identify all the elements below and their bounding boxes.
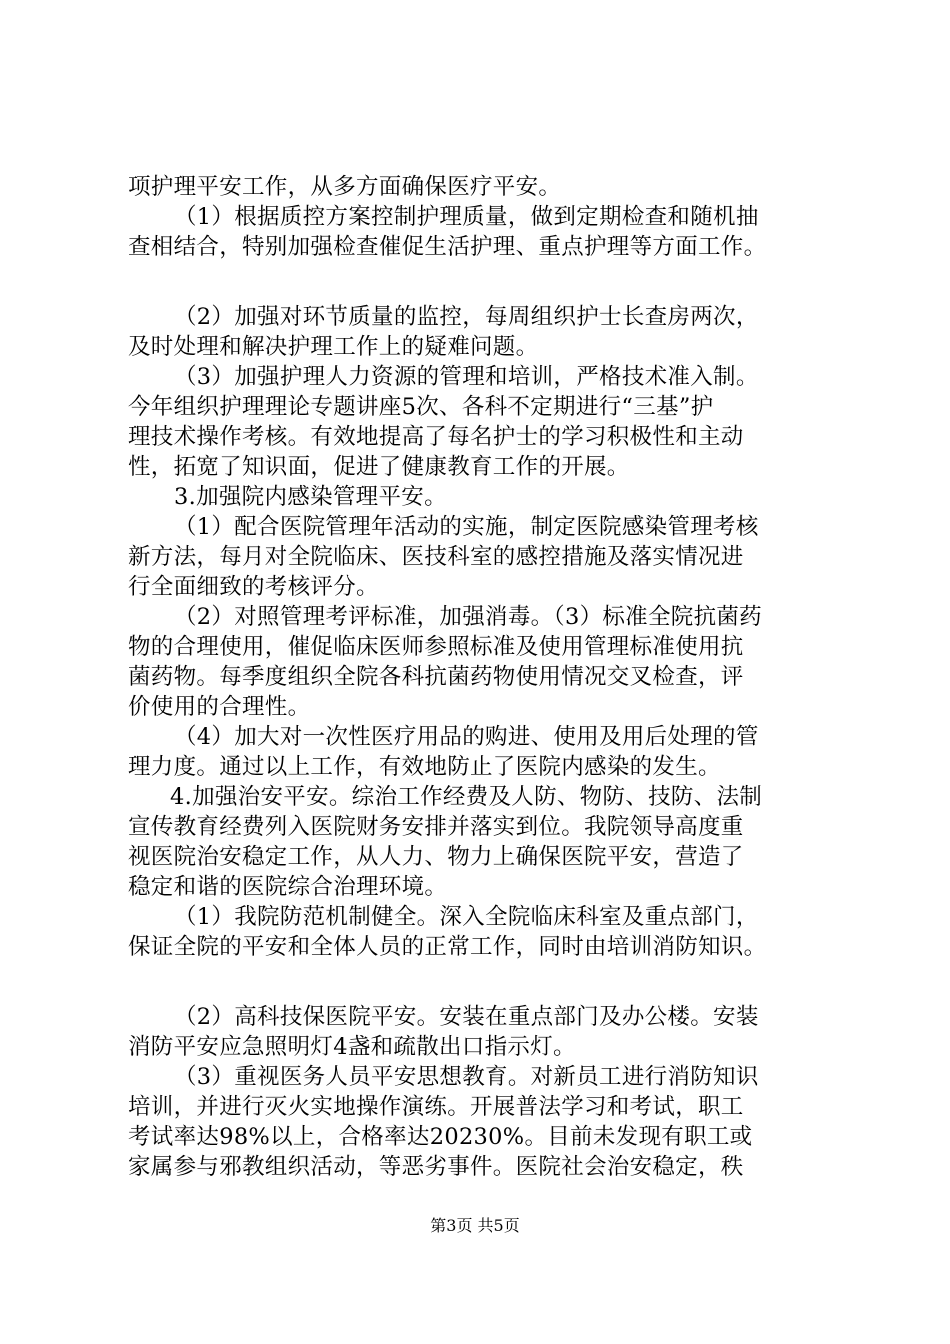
text-line: （3）重视医务人员平安思想教育。对新员工进行消防知识: [174, 1064, 759, 1090]
text-line: （3）加强护理人力资源的管理和培训，严格技术准入制。: [174, 364, 759, 390]
text-line: 视医院治安稳定工作，从人力、物力上确保医院平安，营造了: [128, 844, 744, 870]
text-line: 菌药物。每季度组织全院各科抗菌药物使用情况交叉检查，评: [128, 664, 744, 690]
page-number-footer: 第3页 共5页: [430, 1216, 520, 1235]
text-line: 查相结合，特别加强检查催促生活护理、重点护理等方面工作。: [128, 234, 767, 260]
text-line: 行全面细致的考核评分。: [128, 574, 379, 600]
text-line: 新方法，每月对全院临床、医技科室的感控措施及落实情况进: [128, 544, 744, 570]
text-line: 消防平安应急照明灯4盏和疏散出口指示灯。: [128, 1034, 576, 1060]
text-line: 今年组织护理理论专题讲座5次、各科不定期进行“三基”护: [128, 394, 714, 420]
text-line: 理力度。通过以上工作，有效地防止了医院内感染的发生。: [128, 754, 721, 780]
text-line: 家属参与邪教组织活动，等恶劣事件。医院社会治安稳定，秩: [128, 1154, 744, 1180]
text-line: 考试率达98%以上，合格率达20230%。目前未发现有职工或: [128, 1124, 753, 1150]
text-line: 物的合理使用，催促临床医师参照标准及使用管理标准使用抗: [128, 634, 744, 660]
text-line: 保证全院的平安和全体人员的正常工作，同时由培训消防知识。: [128, 934, 767, 960]
text-line: （2）对照管理考评标准，加强消毒。（3）标准全院抗菌药: [174, 604, 762, 630]
text-line: 培训，并进行灭火实地操作演练。开展普法学习和考试，职工: [128, 1094, 744, 1120]
text-line: 理技术操作考核。有效地提高了每名护士的学习积极性和主动: [128, 424, 744, 450]
text-line: 宣传教育经费列入医院财务安排并落实到位。我院领导高度重: [128, 814, 744, 840]
section-heading: 3.加强院内感染管理平安。: [174, 484, 447, 510]
text-line: （1）根据质控方案控制护理质量，做到定期检查和随机抽: [174, 204, 759, 230]
text-line: （1）配合医院管理年活动的实施，制定医院感染管理考核: [174, 514, 759, 540]
text-line: （2）加强对环节质量的监控，每周组织护士长查房两次，: [174, 304, 759, 330]
text-line: （1）我院防范机制健全。深入全院临床科室及重点部门，: [174, 904, 759, 930]
text-line: 项护理平安工作，从多方面确保医疗平安。: [128, 174, 562, 200]
text-line: （2）高科技保医院平安。安装在重点部门及办公楼。安装: [174, 1004, 759, 1030]
section-heading: 4.加强治安平安。综治工作经费及人防、物防、技防、法制: [170, 784, 763, 810]
text-line: 及时处理和解决护理工作上的疑难问题。: [128, 334, 539, 360]
text-line: 价使用的合理性。: [128, 694, 311, 720]
text-line: （4）加大对一次性医疗用品的购进、使用及用后处理的管: [174, 724, 759, 750]
text-line: 性，拓宽了知识面，促进了健康教育工作的开展。: [128, 454, 630, 480]
text-line: 稳定和谐的医院综合治理环境。: [128, 874, 448, 900]
